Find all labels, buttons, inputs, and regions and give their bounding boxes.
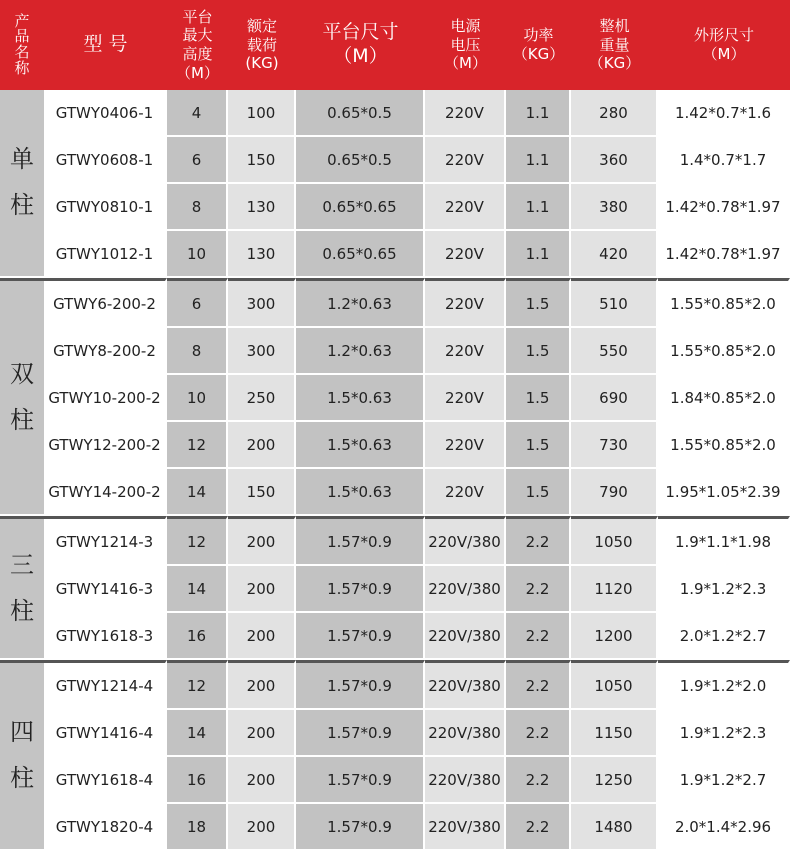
voltage-cell: 220V/380 — [425, 757, 506, 804]
weight-cell: 1250 — [571, 757, 658, 804]
height-cell: 14 — [167, 566, 228, 613]
height-cell: 4 — [167, 90, 228, 137]
power-cell: 1.1 — [506, 90, 571, 137]
load-cell: 130 — [228, 184, 296, 231]
group-quad-column — [0, 660, 44, 851]
weight-cell: 420 — [571, 231, 658, 278]
load-cell: 200 — [228, 757, 296, 804]
group-label-char: 三 — [10, 550, 34, 579]
voltage-cell: 220V/380 — [425, 516, 506, 566]
voltage-cell: 220V/380 — [425, 804, 506, 851]
model-cell: GTWY12-200-2 — [44, 422, 167, 469]
weight-cell: 790 — [571, 469, 658, 516]
platform-size-cell: 0.65*0.5 — [296, 90, 425, 137]
group-label-char: 双 — [10, 359, 34, 388]
header-weight-line: 重量 — [599, 35, 630, 54]
table-row — [0, 184, 790, 231]
height-cell: 10 — [167, 231, 228, 278]
model-cell: GTWY0810-1 — [44, 184, 167, 231]
header-voltage-line: 电压 — [450, 35, 481, 54]
weight-cell: 1480 — [571, 804, 658, 851]
power-cell: 1.5 — [506, 469, 571, 516]
power-cell: 1.1 — [506, 137, 571, 184]
dimensions-cell: 2.0*1.4*2.96 — [658, 804, 790, 851]
height-cell: 14 — [167, 710, 228, 757]
model-cell: GTWY1618-4 — [44, 757, 167, 804]
header-weight — [571, 0, 658, 90]
dimensions-cell: 1.4*0.7*1.7 — [658, 137, 790, 184]
group-triple-column — [0, 516, 44, 660]
dimensions-cell: 1.42*0.78*1.97 — [658, 184, 790, 231]
load-cell: 200 — [228, 613, 296, 660]
height-cell: 12 — [167, 516, 228, 566]
power-cell: 1.5 — [506, 278, 571, 328]
platform-size-cell: 1.57*0.9 — [296, 516, 425, 566]
model-cell: GTWY6-200-2 — [44, 278, 167, 328]
platform-size-cell: 1.57*0.9 — [296, 566, 425, 613]
voltage-cell: 220V — [425, 137, 506, 184]
load-cell: 150 — [228, 469, 296, 516]
header-power — [506, 0, 571, 90]
power-cell: 2.2 — [506, 516, 571, 566]
height-cell: 8 — [167, 328, 228, 375]
group-label-char: 柱 — [10, 191, 34, 219]
voltage-cell: 220V/380 — [425, 613, 506, 660]
voltage-cell: 220V — [425, 231, 506, 278]
power-cell: 2.2 — [506, 710, 571, 757]
dimensions-cell: 1.9*1.2*2.3 — [658, 566, 790, 613]
height-cell: 18 — [167, 804, 228, 851]
load-cell: 200 — [228, 660, 296, 710]
voltage-cell: 220V — [425, 328, 506, 375]
voltage-cell: 220V/380 — [425, 710, 506, 757]
weight-cell: 1120 — [571, 566, 658, 613]
dimensions-cell: 1.9*1.1*1.98 — [658, 516, 790, 566]
platform-size-cell: 1.5*0.63 — [296, 375, 425, 422]
header-height-line: 最大 — [182, 26, 213, 45]
voltage-cell: 220V — [425, 375, 506, 422]
header-dims-line: （M） — [702, 45, 746, 63]
power-cell: 2.2 — [506, 757, 571, 804]
platform-size-cell: 0.65*0.5 — [296, 137, 425, 184]
platform-size-cell: 0.65*0.65 — [296, 231, 425, 278]
header-height-line: 平台 — [182, 7, 213, 26]
dimensions-cell: 1.55*0.85*2.0 — [658, 328, 790, 375]
platform-size-cell: 0.65*0.65 — [296, 184, 425, 231]
load-cell: 150 — [228, 137, 296, 184]
table-row — [0, 613, 790, 660]
group-label-char: 四 — [10, 718, 34, 747]
header-platform-line: 平台尺寸 — [322, 21, 399, 44]
model-cell: GTWY1012-1 — [44, 231, 167, 278]
height-cell: 16 — [167, 613, 228, 660]
header-weight-line: （KG） — [588, 54, 641, 73]
height-cell: 10 — [167, 375, 228, 422]
header-load-line: (KG) — [245, 54, 279, 73]
header-load-line: 额定 — [246, 16, 277, 35]
power-cell: 1.1 — [506, 231, 571, 278]
dimensions-cell: 1.9*1.2*2.0 — [658, 660, 790, 710]
header-model-text: 型 号 — [83, 33, 128, 56]
power-cell: 2.2 — [506, 566, 571, 613]
height-cell: 16 — [167, 757, 228, 804]
header-platform-line: （M） — [333, 45, 388, 67]
voltage-cell: 220V/380 — [425, 566, 506, 613]
power-cell: 2.2 — [506, 804, 571, 851]
model-cell: GTWY0608-1 — [44, 137, 167, 184]
group-label-char: 柱 — [10, 596, 34, 625]
table-header-row — [0, 0, 790, 90]
load-cell: 130 — [228, 231, 296, 278]
group-label-char: 柱 — [10, 405, 34, 434]
header-model — [44, 0, 167, 90]
weight-cell: 690 — [571, 375, 658, 422]
header-product-name-text: 产品名称 — [14, 11, 30, 77]
weight-cell: 360 — [571, 137, 658, 184]
dimensions-cell: 1.84*0.85*2.0 — [658, 375, 790, 422]
table-body — [0, 90, 790, 851]
height-cell: 8 — [167, 184, 228, 231]
load-cell: 300 — [228, 328, 296, 375]
header-voltage — [425, 0, 506, 90]
table-row — [0, 137, 790, 184]
header-voltage-line: 电源 — [450, 16, 481, 35]
voltage-cell: 220V — [425, 184, 506, 231]
power-cell: 1.5 — [506, 375, 571, 422]
header-product-name — [0, 0, 44, 90]
table-row — [0, 422, 790, 469]
model-cell: GTWY1820-4 — [44, 804, 167, 851]
platform-size-cell: 1.57*0.9 — [296, 613, 425, 660]
table-row — [0, 328, 790, 375]
table-row — [0, 757, 790, 804]
model-cell: GTWY1416-4 — [44, 710, 167, 757]
platform-size-cell: 1.57*0.9 — [296, 660, 425, 710]
table-row — [0, 660, 790, 710]
load-cell: 100 — [228, 90, 296, 137]
load-cell: 200 — [228, 566, 296, 613]
power-cell: 2.2 — [506, 613, 571, 660]
header-power-line: （KG） — [512, 45, 565, 63]
weight-cell: 380 — [571, 184, 658, 231]
voltage-cell: 220V/380 — [425, 660, 506, 710]
load-cell: 200 — [228, 516, 296, 566]
power-cell: 1.5 — [506, 422, 571, 469]
header-dims-line: 外形尺寸 — [693, 26, 754, 45]
model-cell: GTWY0406-1 — [44, 90, 167, 137]
platform-size-cell: 1.57*0.9 — [296, 804, 425, 851]
height-cell: 6 — [167, 137, 228, 184]
header-height-line: （M） — [176, 63, 219, 82]
model-cell: GTWY8-200-2 — [44, 328, 167, 375]
voltage-cell: 220V — [425, 469, 506, 516]
platform-size-cell: 1.5*0.63 — [296, 422, 425, 469]
group-label-char: 单 — [10, 145, 34, 174]
group-label-char: 柱 — [10, 764, 34, 792]
load-cell: 300 — [228, 278, 296, 328]
load-cell: 250 — [228, 375, 296, 422]
load-cell: 200 — [228, 804, 296, 851]
model-cell: GTWY14-200-2 — [44, 469, 167, 516]
table-row — [0, 516, 790, 566]
dimensions-cell: 2.0*1.2*2.7 — [658, 613, 790, 660]
power-cell: 1.1 — [506, 184, 571, 231]
weight-cell: 1150 — [571, 710, 658, 757]
height-cell: 14 — [167, 469, 228, 516]
platform-size-cell: 1.2*0.63 — [296, 328, 425, 375]
table-row — [0, 375, 790, 422]
platform-size-cell: 1.2*0.63 — [296, 278, 425, 328]
voltage-cell: 220V — [425, 422, 506, 469]
group-double-column — [0, 278, 44, 516]
header-platform-size — [296, 0, 425, 90]
load-cell: 200 — [228, 710, 296, 757]
header-power-line: 功率 — [523, 26, 554, 45]
table-row — [0, 90, 790, 137]
header-height — [167, 0, 228, 90]
height-cell: 12 — [167, 660, 228, 710]
table-row — [0, 469, 790, 516]
model-cell: GTWY1214-4 — [44, 660, 167, 710]
power-cell: 1.5 — [506, 328, 571, 375]
table-row — [0, 278, 790, 328]
height-cell: 12 — [167, 422, 228, 469]
weight-cell: 550 — [571, 328, 658, 375]
table-row — [0, 566, 790, 613]
header-weight-line: 整机 — [599, 16, 630, 35]
header-load — [228, 0, 296, 90]
voltage-cell: 220V — [425, 90, 506, 137]
platform-size-cell: 1.57*0.9 — [296, 757, 425, 804]
dimensions-cell: 1.55*0.85*2.0 — [658, 278, 790, 328]
dimensions-cell: 1.42*0.78*1.97 — [658, 231, 790, 278]
load-cell: 200 — [228, 422, 296, 469]
table-row — [0, 710, 790, 757]
weight-cell: 510 — [571, 278, 658, 328]
header-height-line: 高度 — [182, 45, 213, 63]
voltage-cell: 220V — [425, 278, 506, 328]
model-cell: GTWY1416-3 — [44, 566, 167, 613]
model-cell: GTWY1214-3 — [44, 516, 167, 566]
weight-cell: 1200 — [571, 613, 658, 660]
model-cell: GTWY1618-3 — [44, 613, 167, 660]
header-dimensions — [658, 0, 790, 90]
weight-cell: 1050 — [571, 516, 658, 566]
power-cell: 2.2 — [506, 660, 571, 710]
platform-size-cell: 1.5*0.63 — [296, 469, 425, 516]
header-voltage-line: （M） — [444, 54, 487, 73]
platform-size-cell: 1.57*0.9 — [296, 710, 425, 757]
height-cell: 6 — [167, 278, 228, 328]
dimensions-cell: 1.42*0.7*1.6 — [658, 90, 790, 137]
table-row — [0, 231, 790, 278]
weight-cell: 730 — [571, 422, 658, 469]
dimensions-cell: 1.9*1.2*2.3 — [658, 710, 790, 757]
header-load-line: 载荷 — [246, 35, 277, 54]
weight-cell: 280 — [571, 90, 658, 137]
model-cell: GTWY10-200-2 — [44, 375, 167, 422]
dimensions-cell: 1.55*0.85*2.0 — [658, 422, 790, 469]
dimensions-cell: 1.9*1.2*2.7 — [658, 757, 790, 804]
table-row — [0, 804, 790, 851]
dimensions-cell: 1.95*1.05*2.39 — [658, 469, 790, 516]
group-single-column — [0, 90, 44, 278]
weight-cell: 1050 — [571, 660, 658, 710]
